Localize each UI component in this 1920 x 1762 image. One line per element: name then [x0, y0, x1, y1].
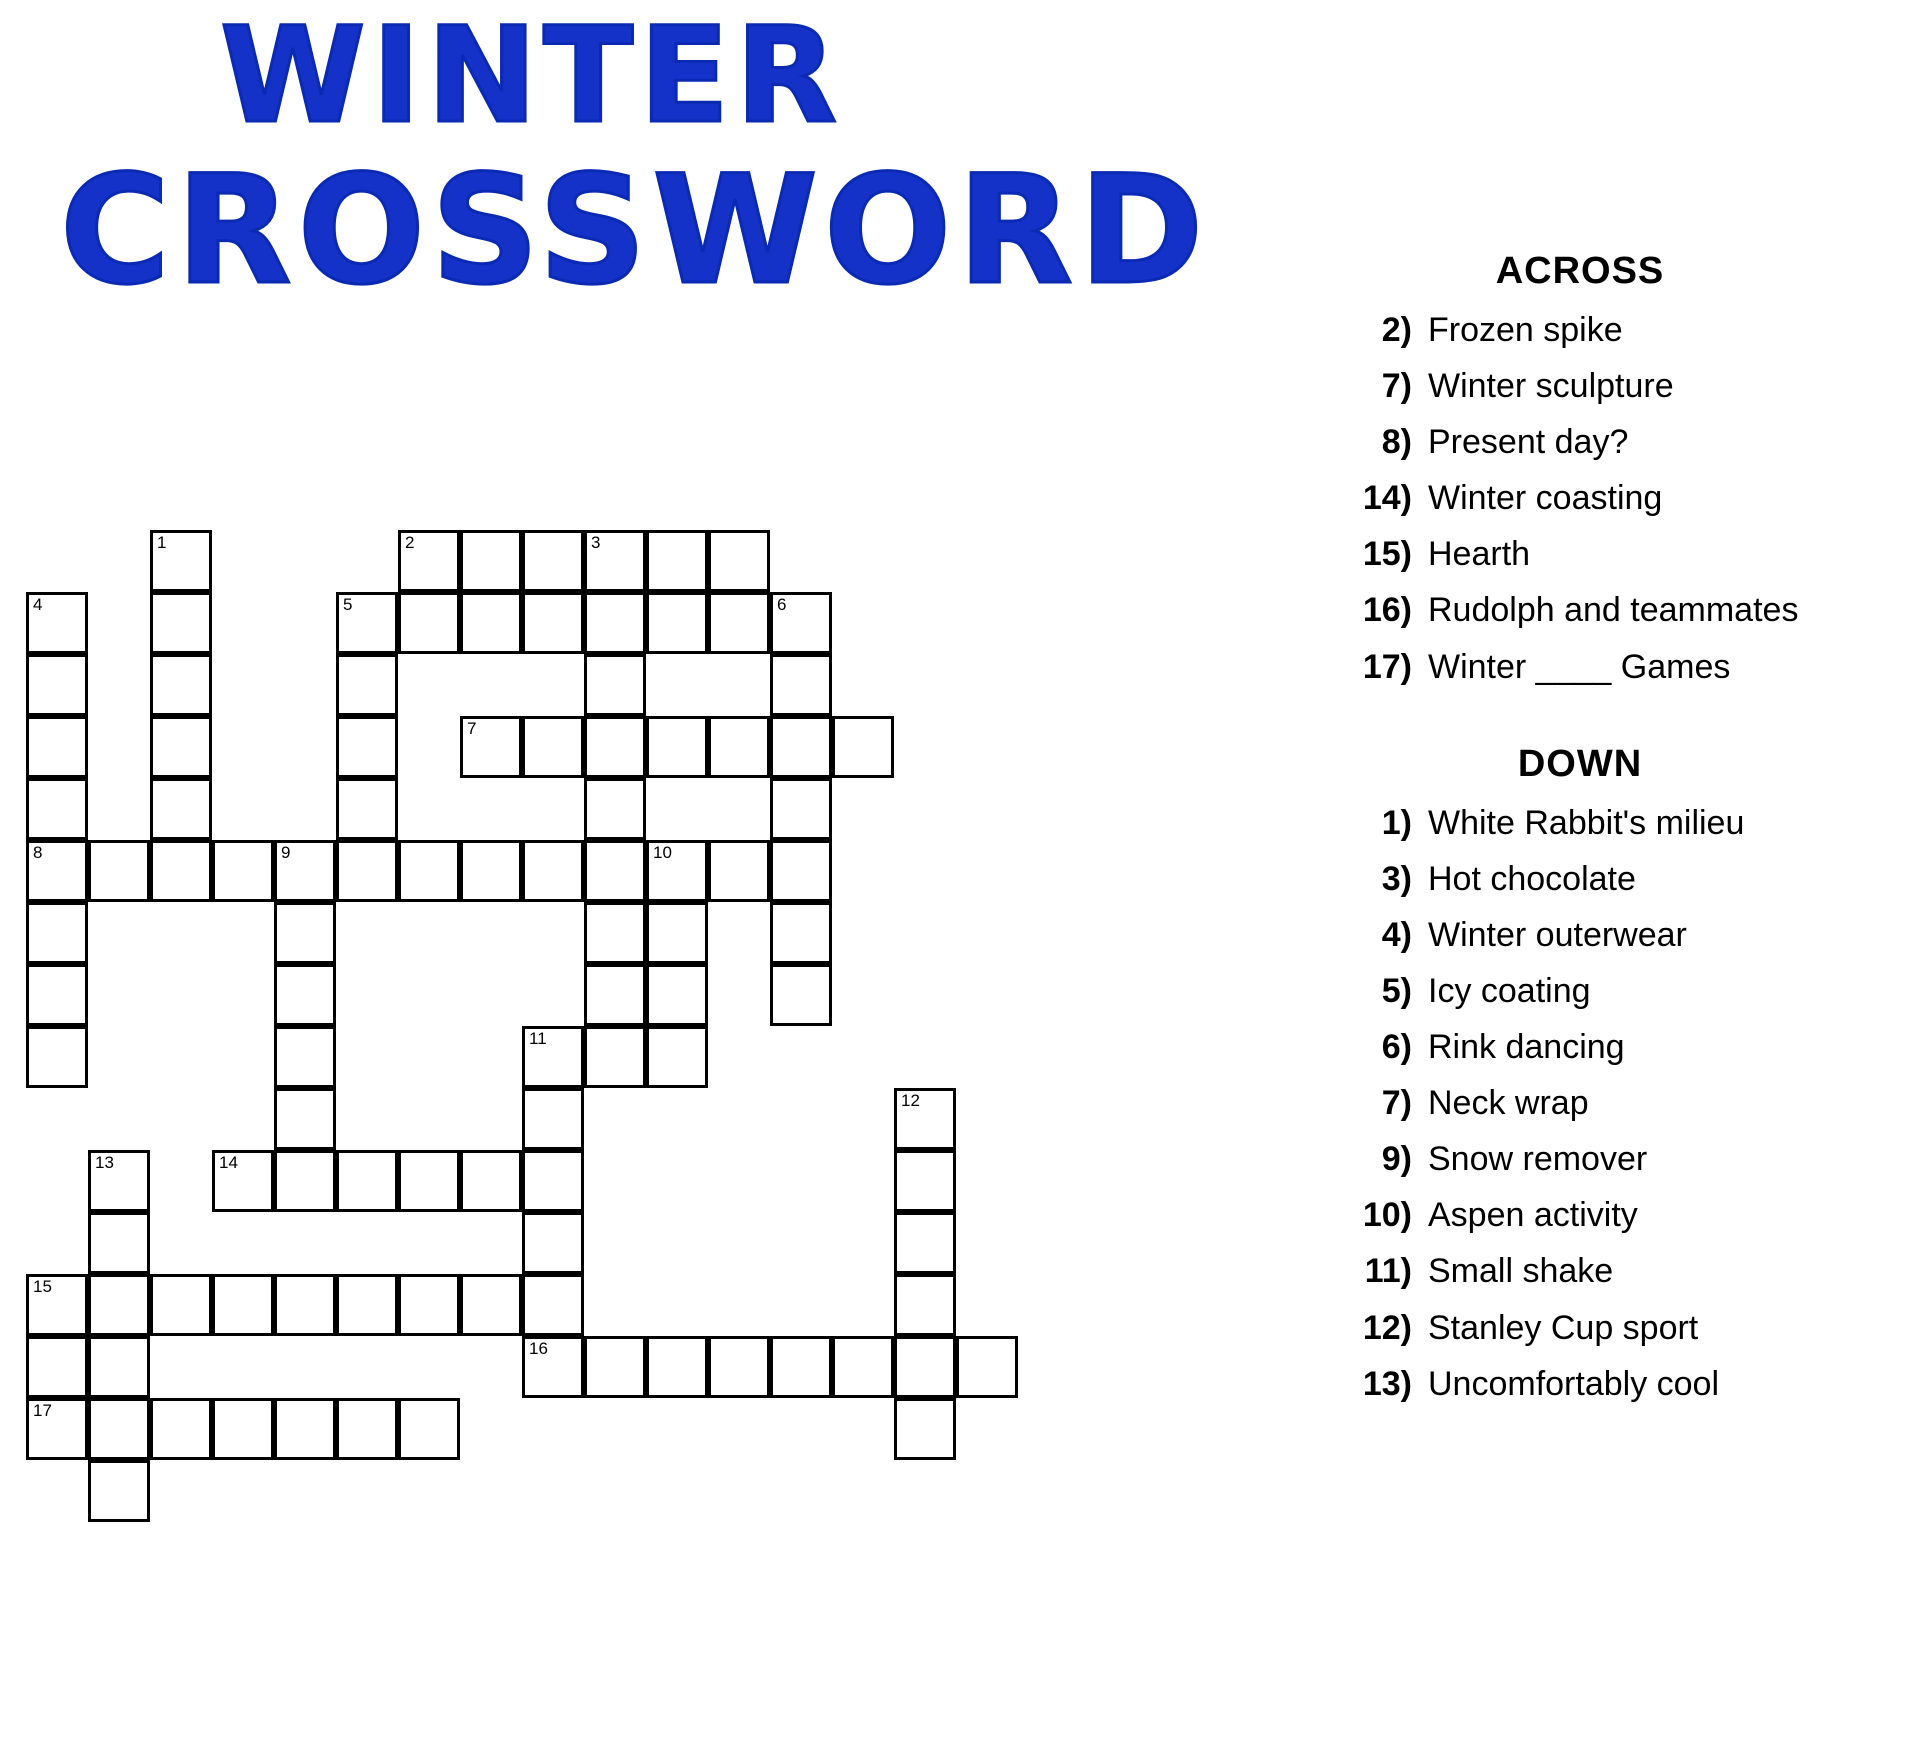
- clue-text: Hearth: [1428, 535, 1531, 574]
- grid-cell[interactable]: [584, 1336, 646, 1398]
- clue-number: 7): [1381, 1084, 1412, 1123]
- grid-cell[interactable]: [770, 592, 832, 654]
- grid-cell[interactable]: [894, 1398, 956, 1460]
- grid-cell[interactable]: [646, 592, 708, 654]
- clue-text: Present day?: [1428, 423, 1629, 462]
- clue-text: Uncomfortably cool: [1428, 1364, 1720, 1403]
- clue-number: 5): [1381, 971, 1412, 1010]
- grid-cell[interactable]: [708, 592, 770, 654]
- clue-number: 6): [1381, 1028, 1412, 1067]
- grid-cell-number: 12: [901, 1091, 920, 1110]
- grid-cell-number: 11: [529, 1029, 547, 1048]
- grid-cell[interactable]: [274, 964, 336, 1026]
- clue-number: 10): [1362, 1196, 1412, 1235]
- grid-cell[interactable]: [26, 964, 88, 1026]
- grid-cell[interactable]: [584, 964, 646, 1026]
- grid-cell[interactable]: [460, 840, 522, 902]
- clue-item[interactable]: [1320, 1309, 1910, 1348]
- grid-cell[interactable]: [770, 902, 832, 964]
- clue-item[interactable]: [1320, 423, 1910, 462]
- clue-item[interactable]: [1320, 804, 1910, 843]
- grid-cell[interactable]: [770, 1336, 832, 1398]
- grid-cell[interactable]: [150, 840, 212, 902]
- grid-cell[interactable]: [336, 1398, 398, 1460]
- clue-number: 4): [1381, 915, 1412, 954]
- grid-cell[interactable]: [336, 778, 398, 840]
- grid-cell[interactable]: [274, 902, 336, 964]
- grid-cell-number: 9: [281, 843, 291, 862]
- grid-cell[interactable]: [956, 1336, 1018, 1398]
- grid-cell[interactable]: [584, 902, 646, 964]
- grid-cell[interactable]: [26, 716, 88, 778]
- grid-cell[interactable]: [522, 592, 584, 654]
- grid-cell[interactable]: [584, 592, 646, 654]
- grid-cell[interactable]: [584, 778, 646, 840]
- grid-cell[interactable]: [460, 530, 522, 592]
- grid-cell[interactable]: [336, 1150, 398, 1212]
- grid-cell[interactable]: [26, 1336, 88, 1398]
- clue-number: 15): [1362, 535, 1412, 574]
- grid-cell[interactable]: [26, 902, 88, 964]
- down-clue-list: [1320, 804, 1910, 1404]
- grid-cell[interactable]: [150, 654, 212, 716]
- grid-cell[interactable]: [894, 1212, 956, 1274]
- grid-cell[interactable]: [150, 1274, 212, 1336]
- grid-cell[interactable]: [460, 716, 522, 778]
- clue-item[interactable]: [1320, 535, 1910, 574]
- clue-item[interactable]: [1320, 1028, 1910, 1067]
- across-heading: ACROSS: [1495, 250, 1665, 292]
- across-clue-list: [1320, 311, 1910, 687]
- clue-number: 2): [1381, 311, 1412, 349]
- clue-text: Icy coating: [1428, 971, 1591, 1010]
- grid-cell[interactable]: [336, 716, 398, 778]
- grid-cell[interactable]: [150, 716, 212, 778]
- grid-cell[interactable]: [894, 1150, 956, 1212]
- clue-number: 11): [1364, 1252, 1412, 1291]
- grid-cell[interactable]: [26, 1026, 88, 1088]
- grid-cell[interactable]: [26, 1274, 88, 1336]
- grid-cell[interactable]: [584, 1026, 646, 1088]
- clue-text: Winter sculpture: [1428, 367, 1674, 406]
- clue-text: Small shake: [1428, 1252, 1614, 1291]
- clue-item[interactable]: [1320, 972, 1910, 1011]
- clue-text: Rudolph and teammates: [1428, 591, 1799, 630]
- grid-cell-number: 5: [343, 595, 353, 614]
- grid-cell[interactable]: [522, 716, 584, 778]
- grid-cell[interactable]: [212, 1274, 274, 1336]
- grid-cell[interactable]: [150, 1398, 212, 1460]
- grid-cell[interactable]: [460, 1150, 522, 1212]
- grid-cell[interactable]: [522, 840, 584, 902]
- clue-number: 16): [1362, 591, 1412, 630]
- grid-cell[interactable]: [770, 964, 832, 1026]
- grid-cell[interactable]: [398, 1274, 460, 1336]
- clue-text: Winter outerwear: [1428, 915, 1687, 954]
- grid-cell-number: 14: [219, 1153, 238, 1172]
- grid-cell-number: 6: [777, 595, 787, 614]
- grid-cell[interactable]: [770, 716, 832, 778]
- clue-text: Stanley Cup sport: [1428, 1308, 1699, 1347]
- grid-cell[interactable]: [646, 964, 708, 1026]
- grid-cell[interactable]: [26, 778, 88, 840]
- grid-cell[interactable]: [88, 1212, 150, 1274]
- grid-cell[interactable]: [832, 1336, 894, 1398]
- grid-cell[interactable]: [88, 1150, 150, 1212]
- clue-item[interactable]: [1320, 367, 1910, 406]
- crossword-grid[interactable]: [0, 520, 1300, 1760]
- grid-cell[interactable]: [708, 530, 770, 592]
- page-title: [40, 0, 1210, 318]
- grid-cell[interactable]: [398, 1150, 460, 1212]
- grid-cell[interactable]: [522, 1150, 584, 1212]
- grid-cell[interactable]: [398, 1398, 460, 1460]
- grid-cell-number: 15: [33, 1277, 52, 1296]
- title-line-crossword: CROSSWORD: [60, 144, 1210, 318]
- grid-cell[interactable]: [212, 840, 274, 902]
- clue-item[interactable]: [1320, 648, 1910, 687]
- grid-cell-number: 4: [33, 595, 43, 614]
- grid-cell[interactable]: [894, 1088, 956, 1150]
- grid-cell[interactable]: [894, 1274, 956, 1336]
- grid-cell[interactable]: [336, 654, 398, 716]
- grid-cell-number: 2: [405, 533, 415, 552]
- grid-cell[interactable]: [522, 1212, 584, 1274]
- grid-cell[interactable]: [88, 1460, 150, 1522]
- grid-cell[interactable]: [584, 716, 646, 778]
- clue-number: 14): [1362, 479, 1412, 518]
- grid-cell[interactable]: [26, 840, 88, 902]
- grid-cell[interactable]: [150, 530, 212, 592]
- grid-cell[interactable]: [274, 1274, 336, 1336]
- grid-cell[interactable]: [88, 840, 150, 902]
- grid-cell[interactable]: [708, 840, 770, 902]
- grid-cell[interactable]: [584, 530, 646, 592]
- grid-cell[interactable]: [646, 1026, 708, 1088]
- grid-cell[interactable]: [708, 1336, 770, 1398]
- grid-cell[interactable]: [584, 654, 646, 716]
- grid-cell[interactable]: [522, 1026, 584, 1088]
- grid-cell[interactable]: [646, 1336, 708, 1398]
- grid-cell[interactable]: [26, 592, 88, 654]
- grid-cell[interactable]: [708, 716, 770, 778]
- clue-number: 9): [1381, 1140, 1412, 1179]
- clue-text: Winter ____ Games: [1428, 647, 1731, 686]
- clue-text: Hot chocolate: [1428, 859, 1636, 898]
- grid-cell[interactable]: [88, 1336, 150, 1398]
- grid-cell[interactable]: [522, 1088, 584, 1150]
- grid-cell[interactable]: [770, 654, 832, 716]
- grid-cell[interactable]: [274, 1026, 336, 1088]
- down-heading: DOWN: [1517, 742, 1643, 785]
- grid-cell[interactable]: [336, 1274, 398, 1336]
- grid-cell[interactable]: [212, 1150, 274, 1212]
- grid-cell[interactable]: [522, 1274, 584, 1336]
- clue-item[interactable]: [1320, 1252, 1910, 1291]
- clue-text: Rink dancing: [1428, 1028, 1625, 1067]
- grid-cell[interactable]: [274, 840, 336, 902]
- clue-number: 3): [1381, 859, 1412, 898]
- clue-text: Aspen activity: [1428, 1196, 1638, 1235]
- grid-cell[interactable]: [460, 1274, 522, 1336]
- clue-number: 1): [1381, 803, 1412, 842]
- clue-number: 7): [1381, 367, 1412, 406]
- grid-cell[interactable]: [150, 592, 212, 654]
- grid-cell[interactable]: [770, 840, 832, 902]
- clue-item[interactable]: [1320, 1196, 1910, 1235]
- grid-cell[interactable]: [274, 1088, 336, 1150]
- grid-cell-number: 13: [95, 1153, 114, 1172]
- grid-cell[interactable]: [460, 592, 522, 654]
- clue-item[interactable]: [1320, 591, 1910, 630]
- grid-cell[interactable]: [832, 716, 894, 778]
- grid-cell[interactable]: [150, 778, 212, 840]
- grid-cell[interactable]: [26, 1398, 88, 1460]
- grid-cell-number: 8: [33, 843, 43, 862]
- clue-item[interactable]: [1320, 311, 1910, 350]
- clue-number: 12): [1362, 1308, 1412, 1347]
- grid-cell[interactable]: [26, 654, 88, 716]
- grid-cell-number: 16: [529, 1339, 548, 1358]
- grid-cell[interactable]: [398, 840, 460, 902]
- clue-item[interactable]: [1320, 860, 1910, 899]
- clue-text: Frozen spike: [1428, 311, 1623, 349]
- grid-cell[interactable]: [770, 778, 832, 840]
- grid-cell[interactable]: [522, 1336, 584, 1398]
- clue-number: 13): [1362, 1364, 1412, 1403]
- grid-cell[interactable]: [88, 1274, 150, 1336]
- grid-cell[interactable]: [646, 530, 708, 592]
- grid-cell[interactable]: [274, 1398, 336, 1460]
- grid-cell[interactable]: [584, 840, 646, 902]
- clues-panel: [1320, 250, 1910, 1421]
- clue-item[interactable]: [1320, 1365, 1910, 1404]
- grid-cell-number: 17: [33, 1401, 52, 1420]
- clue-item[interactable]: [1320, 916, 1910, 955]
- grid-cell-number: 1: [157, 533, 167, 552]
- grid-cell-number: 3: [591, 533, 601, 552]
- grid-cell[interactable]: [646, 716, 708, 778]
- grid-cell[interactable]: [894, 1336, 956, 1398]
- grid-cell[interactable]: [646, 902, 708, 964]
- clue-text: Neck wrap: [1428, 1084, 1589, 1123]
- grid-cell[interactable]: [336, 592, 398, 654]
- clue-text: Winter coasting: [1428, 479, 1663, 518]
- clue-item[interactable]: [1320, 479, 1910, 518]
- grid-cell[interactable]: [646, 840, 708, 902]
- grid-cell[interactable]: [398, 530, 460, 592]
- grid-cell[interactable]: [522, 530, 584, 592]
- clue-number: 8): [1381, 423, 1412, 462]
- grid-cell[interactable]: [398, 592, 460, 654]
- grid-cell-number: 10: [653, 843, 672, 862]
- grid-cell-number: 7: [467, 719, 477, 738]
- grid-cell[interactable]: [274, 1150, 336, 1212]
- clue-number: 17): [1362, 647, 1412, 686]
- grid-cell[interactable]: [336, 840, 398, 902]
- grid-cell[interactable]: [88, 1398, 150, 1460]
- title-line-winter: WINTER: [220, 0, 844, 153]
- clue-text: White Rabbit's milieu: [1428, 803, 1745, 842]
- grid-cell[interactable]: [212, 1398, 274, 1460]
- clue-item[interactable]: [1320, 1140, 1910, 1179]
- clue-item[interactable]: [1320, 1084, 1910, 1123]
- clue-text: Snow remover: [1428, 1140, 1648, 1179]
